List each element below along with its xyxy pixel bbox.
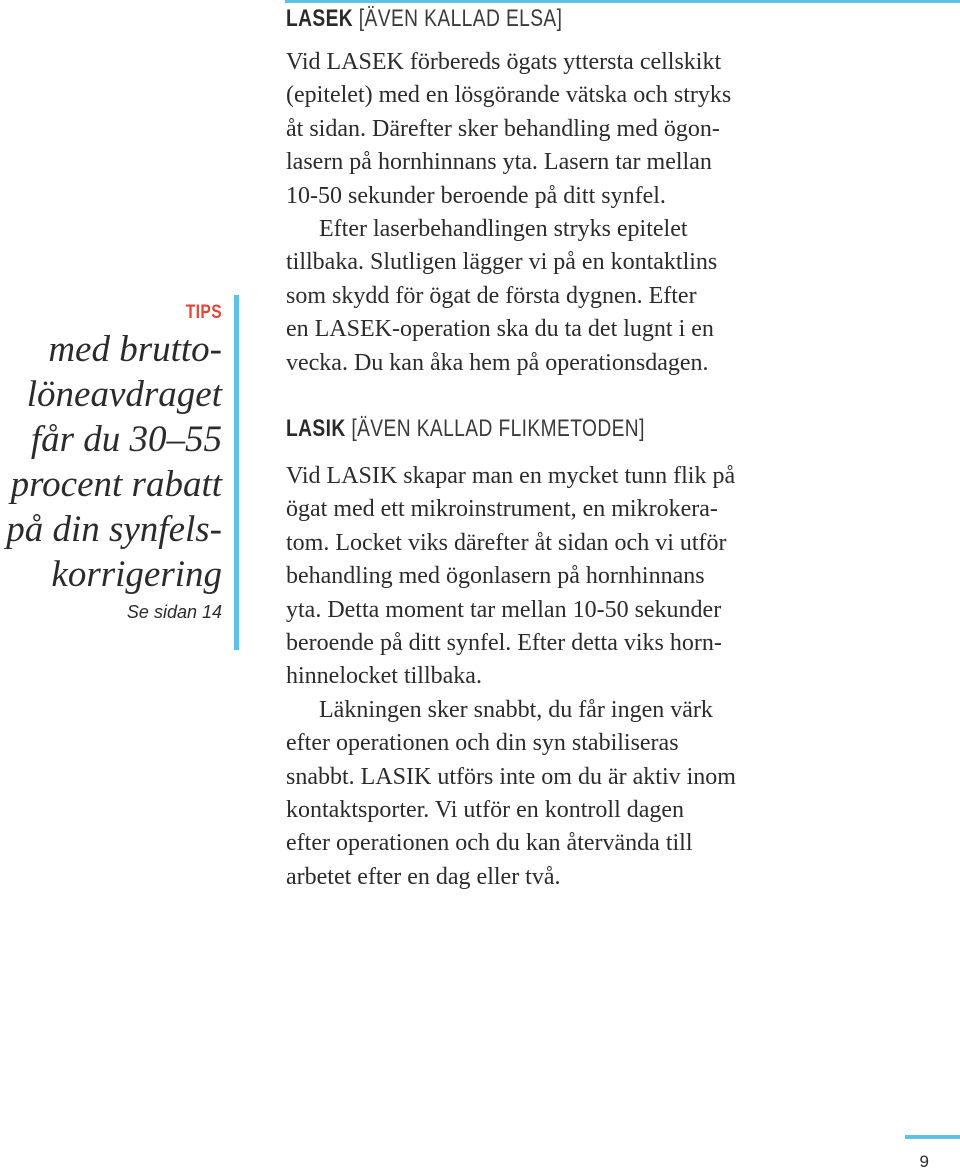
body-line: Vid LASEK förbereds ögats yttersta cellskikt [286,49,722,75]
top-rule [285,0,960,3]
body-line: snabbt. LASIK utförs inte om du är aktiv inom [286,763,736,790]
tip-line: löneavdraget [26,374,222,415]
tip-line: får du 30–55 [30,419,222,460]
page-number: 9 [919,1152,929,1171]
section-heading-lasik [286,414,645,444]
section-body-lasek [286,46,731,380]
tip-page-reference: Se sidan 14 [126,602,222,622]
body-line: efter operationen och din syn stabiliseras [286,730,679,757]
body-line: beroende på ditt synfel. Efter detta viks horn- [286,630,722,657]
sidebar-accent-bar [234,295,239,650]
body-line: arbetet efter en dag eller två. [286,863,561,890]
body-line: 10-50 sekunder beroende på ditt synfel. [286,182,666,209]
section-body-lasik [286,460,736,894]
body-line: behandling med ögonlasern på hornhinnans [286,563,705,590]
body-line: (epitelet) med en lösgörande vätska och stryks [286,82,732,109]
body-line: ögat med ett mikroinstrument, en mikrokera- [286,496,718,523]
heading-abbr: LASIK [286,415,346,442]
body-line: kontaktsporter. Vi utför en kontroll dagen [286,797,685,824]
tip-line: med brutto- [48,329,222,370]
tip-line: korrigering [51,554,222,595]
body-line: lasern på hornhinnans yta. Lasern tar mellan [286,149,712,176]
body-line: vecka. Du kan åka hem på operationsdagen. [286,349,709,376]
body-line: en LASEK-operation ska du ta det lugnt i en [286,316,714,343]
body-line: Läkningen sker snabbt, du får ingen värk [319,696,713,723]
body-line: Efter laserbehandlingen stryks epitelet [319,216,688,243]
body-line: yta. Detta moment tar mellan 10-50 sekunder [286,596,722,623]
body-line: tillbaka. Slutligen lägger vi på en kontaktlins [286,249,718,276]
section-heading-lasek [286,4,562,34]
tips-label: TIPS [185,302,222,323]
heading-subtitle: [ÄVEN KALLAD ELSA] [353,5,563,32]
body-line: efter operationen och du kan återvända till [286,830,693,857]
heading-subtitle: [ÄVEN KALLAD FLIKMETODEN] [345,415,645,442]
body-line: hinnelocket tillbaka. [286,663,482,690]
tip-line: på din synfels- [6,509,222,550]
tip-line: procent rabatt [10,464,222,505]
page-number-rule [905,1135,960,1139]
tips-sidebar [0,302,222,623]
heading-abbr: LASEK [286,5,354,32]
body-line: åt sidan. Därefter sker behandling med ögon- [286,115,720,142]
body-line: som skydd för ögat de första dygnen. Efter [286,282,697,309]
body-line: Vid LASIK skapar man en mycket tunn flik på [286,463,736,489]
tip-text [0,327,222,597]
body-line: tom. Locket viks därefter åt sidan och vi utför [286,529,727,556]
